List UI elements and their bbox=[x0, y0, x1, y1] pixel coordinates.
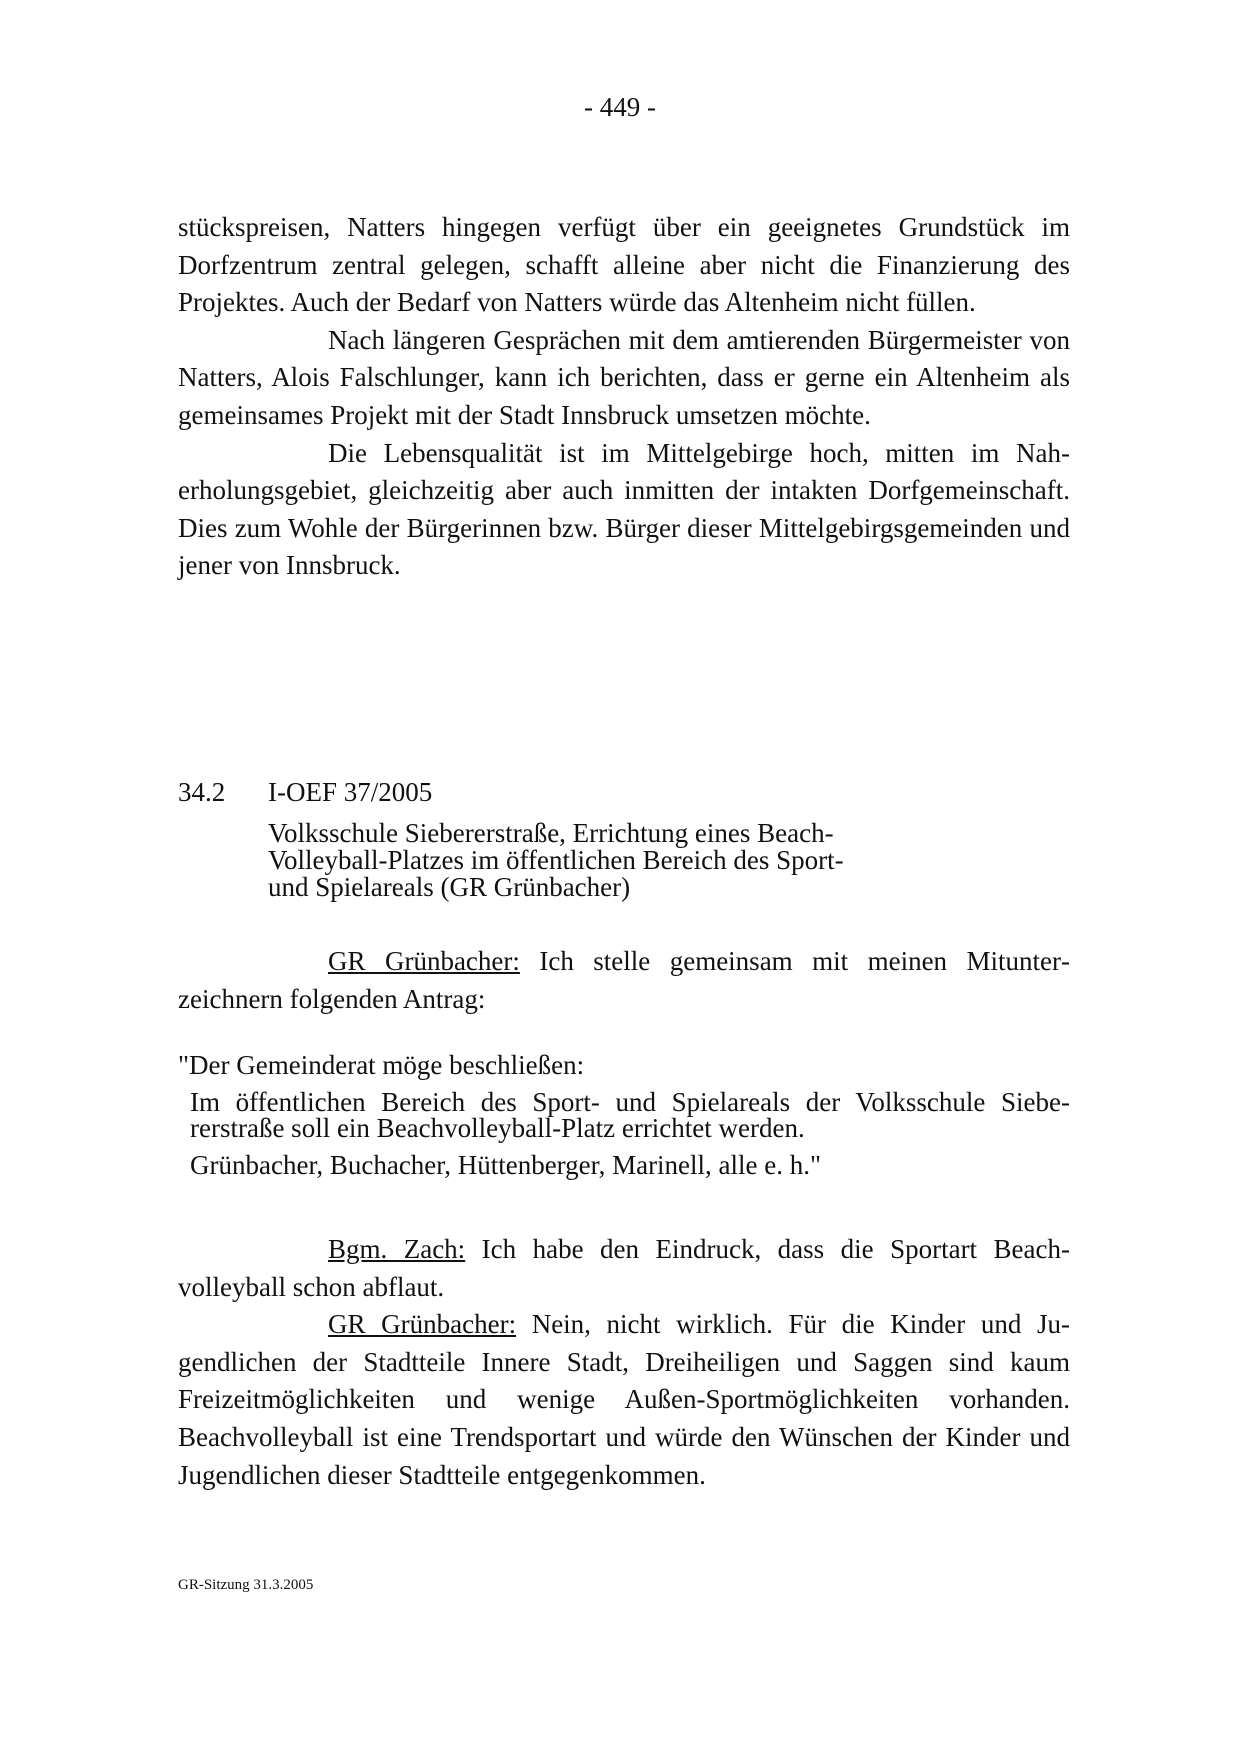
agenda-item-number: 34.2 bbox=[178, 777, 226, 807]
statement-paragraph bbox=[178, 1306, 1070, 1494]
statement-text: Nein, nicht wirklich. Für die Kinder und Jugendlichen der Stadtteile Innere Stadt, Dreiheiligen und Saggen sind kaum Freizeitmöglichkeiten und wenige Außen-Sportmöglichkeiten vorhanden. Beachvolleyball ist eine Trendsportart und würde den Wünschen der Kinder und Jugendlichen dieser Stadtteile entgegenkommen. bbox=[178, 1309, 1070, 1490]
intro-section bbox=[178, 209, 1070, 585]
footer-session-date: GR-Sitzung 31.3.2005 bbox=[178, 1577, 314, 1593]
agenda-item-title-line: und Spielareals (GR Grünbacher) bbox=[268, 872, 631, 902]
paragraph-3: Die Lebensqualität ist im Mittelgebirge hoch, mitten im Naherholungsgebiet, gleichzeitig aber auch inmitten der intakten Dorfgemeinschaft. Dies zum Wohle der Bürgerinnen bzw. Bürger dieser Mittelgebirgsgemeinden und jener von Innsbruck. bbox=[178, 437, 1070, 581]
motion-signatories: Grünbacher, Buchacher, Hüttenberger, Marinell, alle e. h." bbox=[190, 1150, 822, 1180]
agenda-item-reference: I-OEF 37/2005 bbox=[268, 777, 433, 807]
statement-paragraph bbox=[178, 1231, 1070, 1306]
page-number: - 449 - bbox=[584, 92, 656, 122]
statement-text: Ich habe den Eindruck, dass die Sportart Beachvolleyball schon abflaut. bbox=[178, 1234, 1070, 1302]
speaker-name: GR Grünbacher: bbox=[328, 946, 520, 976]
statement-gruenbacher-1 bbox=[178, 943, 1070, 1018]
speaker-name: GR Grünbacher: bbox=[328, 1309, 517, 1340]
motion-body bbox=[190, 1089, 1070, 1141]
paragraph-1: stückspreisen, Natters hingegen verfügt über ein geeignetes Grundstück im Dorfzentrum zentral gelegen, schafft alleine aber nicht die Finanzierung des Projektes. Auch der Bedarf von Natters würde das Altenheim nicht füllen. bbox=[178, 212, 1070, 318]
statement-text: Ich stelle gemeinsam mit meinen Mitunterzeichnern folgenden Antrag: bbox=[178, 946, 1070, 1014]
agenda-item-title-line: Volleyball-Platzes im öffentlichen Bereich des Sport- bbox=[268, 845, 844, 875]
statement-paragraph bbox=[178, 943, 1070, 1018]
agenda-item-title bbox=[268, 820, 908, 901]
motion-text: Im öffentlichen Bereich des Sport- und Spielareals der Volksschule Siebererstraße soll ein Beachvolleyball-Platz errichtet werden. bbox=[190, 1087, 1070, 1143]
statement-zach bbox=[178, 1231, 1070, 1494]
motion-opening: "Der Gemeinderat möge beschließen: bbox=[178, 1050, 585, 1080]
speaker-name: Bgm. Zach: bbox=[328, 1234, 466, 1264]
agenda-item-title-line: Volksschule Siebererstraße, Errichtung eines Beach- bbox=[268, 818, 834, 848]
paragraph-2: Nach längeren Gesprächen mit dem amtierenden Bürgermeister von Natters, Alois Falschlunger, kann ich berichten, dass er gerne ein Altenheim als gemeinsames Projekt mit der Stadt Innsbruck umsetzen möchte. bbox=[178, 324, 1070, 430]
